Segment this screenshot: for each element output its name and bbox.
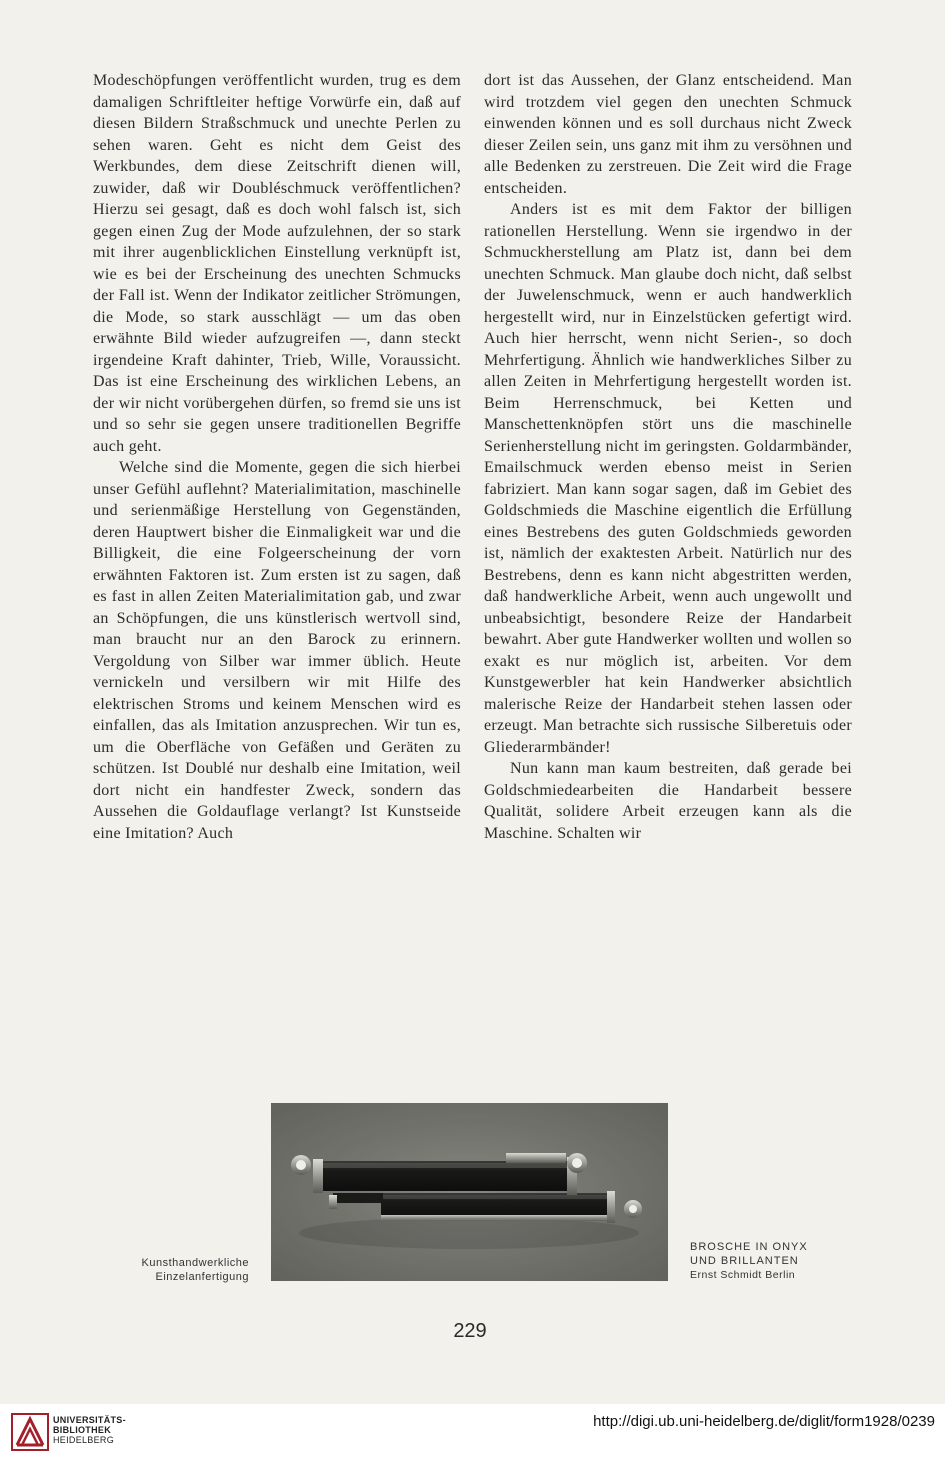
logo-line: HEIDELBERG xyxy=(53,1435,115,1445)
brooch-illustration xyxy=(271,1103,668,1281)
caption-line: Einzelanfertigung xyxy=(155,1271,249,1283)
left-text-column xyxy=(93,70,461,844)
logo-line: UNIVERSITÄTS- xyxy=(53,1415,126,1425)
photo-credit: Ernst Schmidt Berlin xyxy=(690,1269,796,1281)
brooch-photo xyxy=(271,1103,668,1281)
logo-line: BIBLIOTHEK xyxy=(53,1425,111,1435)
library-name xyxy=(53,1415,126,1445)
page-number: 229 xyxy=(453,1320,487,1342)
right-text-column xyxy=(484,70,852,844)
caption-line: BROSCHE IN ONYX xyxy=(690,1241,808,1253)
figure-caption-left xyxy=(110,1256,249,1284)
caption-line: UND BRILLANTEN xyxy=(690,1255,799,1267)
paragraph: Welche sind die Momente, gegen die sich hierbei unser Gefühl auflehnt? Materialimitation, maschinelle und serienmäßige Herstellung von Gegenständen, deren Hauptwert bisher die Einmaligkeit war und die Billigkeit, die eine Folgeerscheinung der vorn erwähnten Faktoren ist. Zum ersten ist zu sagen, daß es fast in allen Zeiten Materialimitation gab, und zwar an Schöpfungen, die uns künstlerisch wertvoll sind, man braucht nur an den Barock zu erinnern. Vergoldung von Silber war immer üblich. Heute vernickeln und versilbern wir mit Hilfe des elektrischen Stroms und keinem Menschen wird es einfallen, das als Imitation anzusprechen. Wir tun es, um die Oberfläche von Gefäßen und Geräten zu schützen. Ist Doublé nur deshalb eine Imitation, weil dort nicht ein handfester Zweck, sondern das Aussehen die Goldauflage verlangt? Ist Kunstseide eine Imitation? Auch xyxy=(93,459,461,842)
paragraph: Modeschöpfungen veröffentlicht wurden, trug es dem damaligen Schriftleiter heftige Vorwürfe ein, daß auf diesen Bildern Straßschmuck und unechte Perlen zu sehen waren. Geht es nicht dem Geist des Werkbundes, dem diese Zeitschrift dienen will, zuwider, daß wir Doubléschmuck veröffentlichen? Hierzu sei gesagt, daß es doch wohl falsch ist, sich gegen einen Zug der Mode aufzulehnen, der so stark mit ihrer augenblicklichen Einstellung verknüpft ist, wie es bei der Erscheinung des unechten Schmucks der Fall ist. Wenn der Indikator zeitlicher Strömungen, die Mode, so stark ausschlägt — um das oben erwähnte Bild wieder aufzugreifen —, dann steckt irgendeine Kraft dahinter, Trieb, Wille, Voraussicht. Das ist eine Erscheinung des wirklichen Lebens, an der wir nicht vorübergehen dürfen, so fremd sie uns ist und so sehr sie gegen unsere traditionellen Begriffe auch geht. xyxy=(93,72,461,455)
paragraph: dort ist das Aussehen, der Glanz entscheidend. Man wird trotzdem viel gegen den unechten Schmuck einwenden können und es soll durchaus nicht Zweck dieser Zeilen sein, uns ganz mit ihm zu versöhnen und alle Bedenken zu zerstreuen. Die Zeit wird die Frage entscheiden. xyxy=(484,72,852,197)
library-seal-icon xyxy=(11,1413,49,1451)
figure-caption-right xyxy=(690,1240,850,1282)
source-url-link[interactable]: http://digi.ub.uni-heidelberg.de/diglit/form1928/0239 xyxy=(593,1413,935,1430)
paragraph: Nun kann man kaum bestreiten, daß gerade bei Goldschmiedearbeiten die Handarbeit bessere Qualität, solidere Arbeit erzeugen kann als die Maschine. Schalten wir xyxy=(484,760,852,842)
paragraph: Anders ist es mit dem Faktor der billigen rationellen Herstellung. Wenn sie irgendwo in der Schmuckherstellung am Platz ist, dann bei dem unechten Schmuck. Man glaube doch nicht, daß selbst der Juwelenschmuck, wenn er auch handwerklich hergestellt wird, nur in Einzelstücken gefertigt wird. Auch hier herrscht, wenn nicht Serien-, so doch Mehrfertigung. Ähnlich wie handwerkliches Silber zu allen Zeiten in Mehrfertigung hergestellt worden ist. Beim Herrenschmuck, bei Ketten und Manschettenknöpfen stört uns die maschinelle Serienherstellung nicht im geringsten. Goldarmbänder, Emailschmuck werden ebenso meist in Serien fabriziert. Man kann sogar sagen, daß im Gebiet des Goldschmieds die Maschine eigentlich die Erfüllung eines Bestrebens des guten Goldschmieds geworden ist, nämlich der exaktesten Arbeit. Natürlich nur des Bestrebens, denn es kann nicht abgestritten werden, daß handwerkliche Arbeit, wenn auch ungewollt und unbeabsichtigt, besondere Reize der Handarbeit bewahrt. Aber gute Handwerker wollten und wollen so exakt es nur möglich ist, arbeiten. Vor dem Kunstgewerbler hat kein Handwerker absichtlich malerische Reize der Handarbeit stehen lassen oder erzeugt. Man betrachte sich russische Silberetuis oder Gliederarmbänder! xyxy=(484,201,852,756)
caption-line: Kunsthandwerkliche xyxy=(141,1257,249,1269)
library-logo[interactable] xyxy=(11,1413,151,1453)
